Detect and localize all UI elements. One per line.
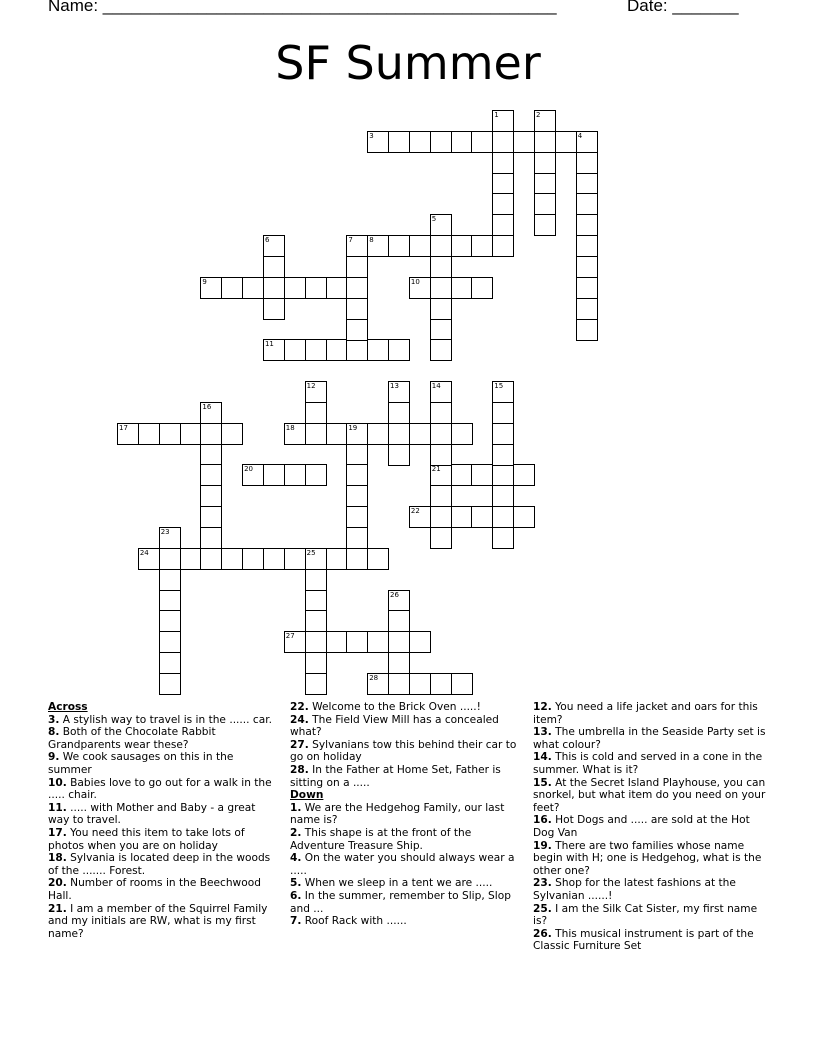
cell-number: 3 [369, 131, 374, 140]
grid-cell[interactable] [305, 423, 327, 445]
grid-cell[interactable] [409, 423, 431, 445]
clue-text: You need a life jacket and oars for this item? [533, 701, 758, 726]
grid-cell[interactable] [471, 277, 493, 299]
clue-text: Welcome to the Brick Oven .....! [308, 701, 481, 713]
clue-text: I am the Silk Cat Sister, my first name is? [533, 902, 758, 928]
cell-number: 2 [536, 111, 541, 119]
grid-cell[interactable] [430, 673, 452, 695]
cell-number: 26 [390, 590, 399, 599]
clue-item [48, 726, 278, 751]
clue-number: 21. [48, 902, 67, 915]
grid-cell[interactable] [326, 631, 348, 653]
cell-number: 22 [410, 507, 420, 516]
clue-item [48, 903, 278, 941]
clue-text: Sylvania is located deep in the woods of the ....... Forest. [48, 852, 271, 877]
cell-number: 14 [431, 382, 441, 391]
grid-cell[interactable] [388, 610, 410, 632]
clue-number: 17. [48, 826, 67, 839]
cell-number: 6 [264, 236, 270, 245]
grid-cell[interactable] [367, 339, 389, 361]
clue-text: Babies love to go out for a walk in the ..... chair. [48, 776, 272, 802]
clue-number: 10. [48, 776, 67, 789]
clue-item [48, 827, 278, 852]
grid-cell[interactable] [492, 131, 514, 153]
grid-cell[interactable] [200, 423, 222, 445]
cell-number: 15 [494, 382, 504, 391]
grid-cell[interactable] [346, 319, 368, 341]
grid-cell[interactable] [200, 485, 222, 507]
clues-column-2 [290, 701, 520, 928]
grid-cell[interactable] [138, 548, 160, 570]
cell-number: 1 [494, 111, 499, 119]
grid-cell[interactable] [326, 277, 348, 299]
grid-cell[interactable] [492, 110, 514, 132]
clue-text: On the water you should always wear a ..... [290, 852, 515, 877]
grid-cell[interactable] [367, 673, 389, 695]
grid-cell[interactable] [326, 339, 348, 361]
grid-cell[interactable] [346, 256, 368, 278]
cell-number: 23 [160, 528, 170, 536]
clue-item [533, 903, 768, 928]
grid-cell[interactable] [346, 506, 368, 528]
cell-number: 27 [285, 632, 295, 641]
grid-cell[interactable] [263, 548, 285, 570]
grid-cell[interactable] [305, 381, 327, 403]
clue-item [48, 777, 278, 802]
clue-item [533, 726, 768, 751]
clue-item [48, 802, 278, 827]
cell-number: 7 [348, 236, 353, 245]
grid-cell[interactable] [492, 193, 514, 215]
grid-cell[interactable] [305, 402, 327, 424]
grid-cell[interactable] [159, 631, 181, 653]
grid-cell[interactable] [451, 673, 473, 695]
grid-cell[interactable] [409, 631, 431, 653]
clue-number: 3. [48, 713, 60, 726]
clue-text: You need this item to take lots of photos when you are on holiday [48, 826, 245, 852]
clue-text: A stylish way to travel is in the ...... car. [59, 713, 272, 726]
clue-item [533, 877, 768, 902]
grid-cell[interactable] [284, 339, 306, 361]
clue-number: 14. [533, 751, 552, 764]
grid-cell[interactable] [346, 235, 368, 257]
grid-cell[interactable] [263, 277, 285, 299]
grid-cell[interactable] [430, 339, 452, 361]
clue-item [290, 852, 520, 877]
grid-cell[interactable] [305, 548, 327, 570]
clue-item [533, 840, 768, 878]
grid-cell[interactable] [159, 652, 181, 674]
grid-cell[interactable] [221, 548, 243, 570]
grid-cell[interactable] [430, 214, 452, 236]
clue-text: At the Secret Island Playhouse, you can snorkel, but what item do you need on your feet? [533, 776, 766, 814]
grid-cell[interactable] [346, 423, 368, 445]
clue-item [290, 877, 520, 890]
grid-cell[interactable] [367, 548, 389, 570]
grid-cell[interactable] [430, 298, 452, 320]
cell-number: 16 [202, 402, 212, 411]
clue-number: 15. [533, 776, 552, 789]
date-line[interactable]: Date: _______ [627, 0, 739, 15]
grid-cell[interactable] [430, 423, 452, 445]
grid-cell[interactable] [513, 131, 535, 153]
grid-cell[interactable] [576, 277, 598, 299]
grid-cell[interactable] [451, 464, 473, 486]
cell-number: 19 [348, 423, 358, 432]
grid-cell[interactable] [159, 548, 181, 570]
grid-cell[interactable] [346, 548, 368, 570]
grid-cell[interactable] [409, 235, 431, 257]
across-clue-list-continued [290, 701, 520, 789]
cell-number: 4 [577, 131, 583, 140]
clue-text: In the summer, remember to Slip, Slop and ... [290, 889, 511, 915]
clue-number: 7. [290, 915, 302, 928]
cell-number: 10 [410, 277, 420, 286]
grid-cell[interactable] [367, 631, 389, 653]
grid-cell[interactable] [305, 569, 327, 591]
grid-cell[interactable] [284, 631, 306, 653]
grid-cell[interactable] [576, 152, 598, 174]
cell-number: 13 [390, 382, 399, 391]
grid-cell[interactable] [471, 506, 493, 528]
grid-cell[interactable] [221, 423, 243, 445]
clue-text: In the Father at Home Set, Father is sitting on a ..... [290, 763, 501, 789]
cell-number: 21 [431, 465, 441, 474]
grid-cell[interactable] [492, 402, 514, 424]
grid-cell[interactable] [305, 673, 327, 695]
grid-cell[interactable] [430, 444, 452, 466]
clues-column-3 [533, 701, 768, 953]
clue-item [48, 852, 278, 877]
clue-number: 22. [290, 701, 309, 713]
clue-item [290, 739, 520, 764]
clue-number: 27. [290, 738, 309, 751]
clue-number: 19. [533, 839, 552, 852]
grid-cell[interactable] [576, 193, 598, 215]
grid-cell[interactable] [284, 277, 306, 299]
clue-item [290, 701, 520, 714]
grid-cell[interactable] [200, 444, 222, 466]
grid-cell[interactable] [451, 131, 473, 153]
grid-cell[interactable] [576, 256, 598, 278]
clue-number: 26. [533, 927, 552, 940]
clue-item [290, 827, 520, 852]
grid-cell[interactable] [409, 673, 431, 695]
grid-cell[interactable] [388, 444, 410, 466]
grid-cell[interactable] [388, 631, 410, 653]
cell-number: 24 [139, 548, 149, 557]
across-heading: Across [48, 701, 88, 713]
clue-text: When we sleep in a tent we are ..... [301, 877, 493, 890]
grid-cell[interactable] [326, 548, 348, 570]
grid-cell[interactable] [492, 381, 514, 403]
cell-number: 12 [306, 382, 316, 391]
clue-text: We are the Hedgehog Family, our last name is? [290, 801, 505, 827]
grid-cell[interactable] [263, 464, 285, 486]
clue-item [48, 714, 278, 727]
grid-cell[interactable] [492, 444, 514, 466]
clue-item [533, 814, 768, 839]
down-clue-list-continued [533, 701, 768, 953]
clue-text: There are two families whose name begin with H; one is Hedgehog, what is the other one? [533, 839, 762, 877]
grid-cell[interactable] [305, 652, 327, 674]
grid-cell[interactable] [430, 131, 452, 153]
grid-cell[interactable] [263, 298, 285, 320]
grid-cell[interactable] [159, 673, 181, 695]
clue-text: I am a member of the Squirrel Family and my initials are RW, what is my first name? [48, 902, 268, 940]
grid-cell[interactable] [388, 423, 410, 445]
clue-number: 23. [533, 877, 552, 890]
grid-cell[interactable] [409, 131, 431, 153]
grid-cell[interactable] [576, 319, 598, 341]
name-line[interactable]: Name: ________________________________________________ [48, 0, 557, 15]
clue-item [533, 701, 768, 726]
grid-cell[interactable] [451, 506, 473, 528]
grid-cell[interactable] [159, 610, 181, 632]
grid-cell[interactable] [492, 214, 514, 236]
clue-number: 16. [533, 814, 552, 827]
clue-number: 25. [533, 902, 552, 915]
clue-text: Hot Dogs and ..... are sold at the Hot Dog Van [533, 814, 750, 839]
grid-cell[interactable] [200, 506, 222, 528]
grid-cell[interactable] [367, 131, 389, 153]
grid-cell[interactable] [159, 590, 181, 612]
grid-cell[interactable] [451, 277, 473, 299]
grid-cell[interactable] [492, 173, 514, 195]
grid-cell[interactable] [200, 277, 222, 299]
grid-cell[interactable] [471, 464, 493, 486]
clue-number: 1. [290, 801, 302, 814]
grid-cell[interactable] [576, 298, 598, 320]
clue-text: This musical instrument is part of the Classic Furniture Set [533, 927, 754, 953]
grid-cell[interactable] [534, 173, 556, 195]
clue-text: This shape is at the front of the Adventure Treasure Ship. [290, 826, 472, 852]
grid-cell[interactable] [430, 381, 452, 403]
grid-cell[interactable] [534, 193, 556, 215]
grid-cell[interactable] [576, 235, 598, 257]
grid-cell[interactable] [451, 235, 473, 257]
grid-cell[interactable] [138, 423, 160, 445]
grid-cell[interactable] [492, 235, 514, 257]
grid-cell[interactable] [159, 423, 181, 445]
grid-cell[interactable] [263, 339, 285, 361]
clue-number: 4. [290, 852, 302, 865]
grid-cell[interactable] [576, 214, 598, 236]
grid-cell[interactable] [409, 277, 431, 299]
grid-cell[interactable] [388, 402, 410, 424]
clue-item [48, 751, 278, 776]
cell-number: 11 [264, 340, 274, 349]
grid-cell[interactable] [200, 402, 222, 424]
grid-cell[interactable] [263, 235, 285, 257]
grid-cell[interactable] [180, 548, 202, 570]
grid-cell[interactable] [430, 277, 452, 299]
clue-number: 6. [290, 889, 302, 902]
grid-cell[interactable] [159, 527, 181, 549]
grid-cell[interactable] [346, 277, 368, 299]
cell-number: 17 [119, 423, 128, 432]
clue-number: 5. [290, 877, 302, 890]
grid-cell[interactable] [492, 485, 514, 507]
clue-text: Sylvanians tow this behind their car to go on holiday [290, 738, 517, 764]
grid-cell[interactable] [284, 423, 306, 445]
grid-cell[interactable] [242, 548, 264, 570]
grid-cell[interactable] [346, 464, 368, 486]
grid-cell[interactable] [200, 548, 222, 570]
clue-text: Roof Rack with ...... [301, 915, 407, 928]
grid-cell[interactable] [576, 131, 598, 153]
clue-text: The umbrella in the Seaside Party set is what colour? [533, 726, 766, 751]
grid-cell[interactable] [159, 569, 181, 591]
cell-number: 18 [285, 423, 295, 432]
grid-cell[interactable] [346, 485, 368, 507]
clue-number: 20. [48, 877, 67, 890]
grid-cell[interactable] [346, 631, 368, 653]
grid-cell[interactable] [492, 464, 514, 486]
grid-cell[interactable] [430, 485, 452, 507]
grid-cell[interactable] [430, 256, 452, 278]
grid-cell[interactable] [242, 464, 264, 486]
grid-cell[interactable] [200, 527, 222, 549]
clue-number: 11. [48, 801, 67, 814]
cell-number: 25 [306, 548, 316, 557]
clue-text: ..... with Mother and Baby - a great way to travel. [48, 801, 256, 827]
grid-cell[interactable] [492, 423, 514, 445]
clue-item [290, 890, 520, 915]
grid-cell[interactable] [430, 235, 452, 257]
grid-cell[interactable] [492, 527, 514, 549]
grid-cell[interactable] [430, 506, 452, 528]
clues-column-1 [48, 701, 278, 940]
grid-cell[interactable] [534, 131, 556, 153]
grid-cell[interactable] [367, 423, 389, 445]
grid-cell[interactable] [430, 464, 452, 486]
grid-cell[interactable] [346, 298, 368, 320]
down-heading: Down [290, 789, 324, 802]
clue-number: 28. [290, 763, 309, 776]
clue-text: This is cold and served in a cone in the summer. What is it? [533, 751, 763, 776]
cell-number: 20 [244, 465, 254, 474]
grid-cell[interactable] [430, 527, 452, 549]
grid-cell[interactable] [221, 277, 243, 299]
grid-cell[interactable] [117, 423, 139, 445]
grid-cell[interactable] [430, 402, 452, 424]
cell-number: 9 [202, 277, 207, 286]
grid-cell[interactable] [305, 590, 327, 612]
grid-cell[interactable] [305, 277, 327, 299]
grid-cell[interactable] [513, 464, 535, 486]
grid-cell[interactable] [346, 339, 368, 361]
clue-item [290, 764, 520, 789]
grid-cell[interactable] [576, 173, 598, 195]
grid-cell[interactable] [284, 464, 306, 486]
clue-item [290, 915, 520, 928]
cell-number: 28 [369, 673, 379, 682]
grid-cell[interactable] [388, 339, 410, 361]
grid-cell[interactable] [451, 423, 473, 445]
grid-cell[interactable] [492, 506, 514, 528]
clue-item [533, 751, 768, 776]
clue-item [533, 777, 768, 815]
grid-cell[interactable] [200, 464, 222, 486]
grid-cell[interactable] [492, 152, 514, 174]
grid-cell[interactable] [555, 131, 577, 153]
clue-number: 12. [533, 701, 552, 713]
clue-text: Both of the Chocolate Rabbit Grandparents wear these? [48, 726, 216, 751]
grid-cell[interactable] [305, 464, 327, 486]
clue-text: Number of rooms in the Beechwood Hall. [48, 877, 261, 902]
page-title: SF Summer [275, 36, 541, 90]
grid-cell[interactable] [242, 277, 264, 299]
grid-cell[interactable] [305, 610, 327, 632]
grid-cell[interactable] [409, 506, 431, 528]
grid-cell[interactable] [346, 444, 368, 466]
grid-cell[interactable] [326, 423, 348, 445]
grid-cell[interactable] [471, 131, 493, 153]
clue-item [48, 877, 278, 902]
clue-number: 2. [290, 826, 302, 839]
clue-number: 13. [533, 726, 552, 739]
clue-number: 24. [290, 713, 309, 726]
clue-number: 8. [48, 726, 60, 739]
grid-cell[interactable] [284, 548, 306, 570]
grid-cell[interactable] [534, 110, 556, 132]
clue-item [533, 928, 768, 953]
grid-cell[interactable] [263, 256, 285, 278]
clue-item [290, 714, 520, 739]
grid-cell[interactable] [367, 235, 389, 257]
clue-number: 9. [48, 751, 60, 764]
clue-number: 18. [48, 852, 67, 865]
grid-cell[interactable] [305, 339, 327, 361]
grid-cell[interactable] [388, 381, 410, 403]
clue-text: The Field View Mill has a concealed what? [290, 713, 499, 739]
grid-cell[interactable] [388, 673, 410, 695]
clue-item [290, 802, 520, 827]
grid-cell[interactable] [513, 506, 535, 528]
cell-number: 5 [431, 215, 437, 224]
across-clue-list [48, 714, 278, 941]
grid-cell[interactable] [388, 131, 410, 153]
grid-cell[interactable] [346, 527, 368, 549]
grid-cell[interactable] [388, 652, 410, 674]
grid-cell[interactable] [388, 235, 410, 257]
clue-text: Shop for the latest fashions at the Sylvanian ......! [533, 877, 736, 902]
grid-cell[interactable] [534, 152, 556, 174]
grid-cell[interactable] [471, 235, 493, 257]
grid-cell[interactable] [430, 319, 452, 341]
grid-cell[interactable] [305, 631, 327, 653]
grid-cell[interactable] [180, 423, 202, 445]
grid-cell[interactable] [534, 214, 556, 236]
clue-text: We cook sausages on this in the summer [48, 751, 234, 776]
grid-cell[interactable] [388, 590, 410, 612]
down-clue-list [290, 802, 520, 928]
cell-number: 8 [369, 236, 374, 245]
